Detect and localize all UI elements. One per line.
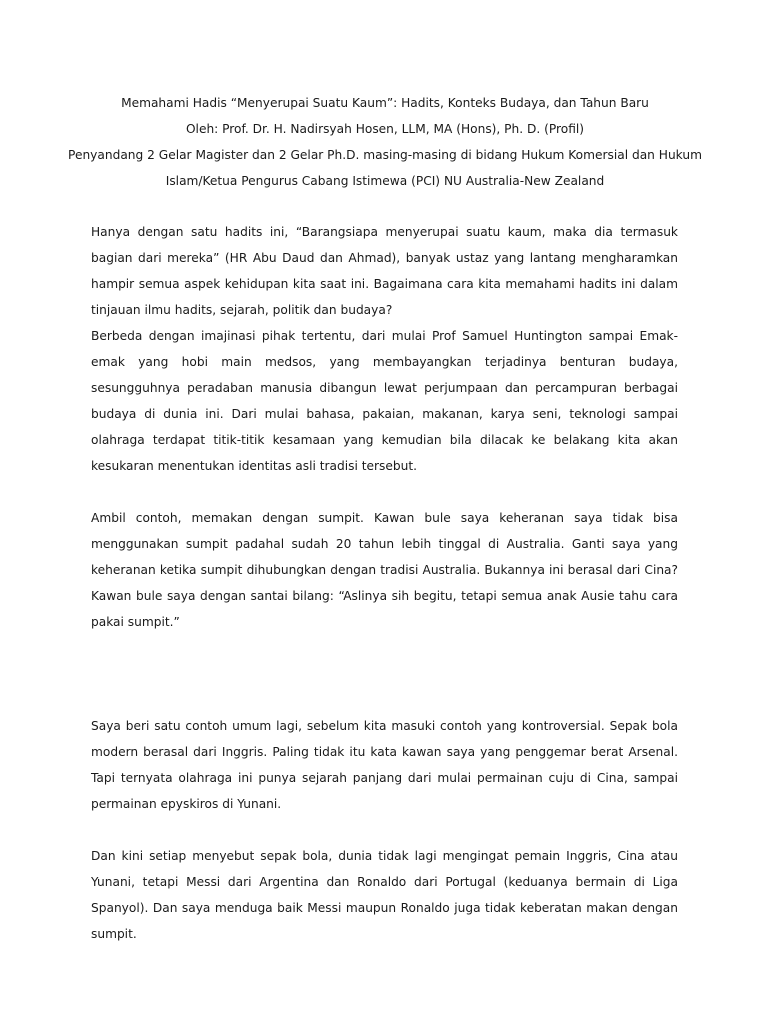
paragraph-football-origin: Saya beri satu contoh umum lagi, sebelum kita masuki contoh yang kontroversial. Sepak bola modern berasal dari Inggris. Paling tidak itu kata kawan saya yang penggemar berat Arsenal. Tapi ternyata olahraga ini punya sejarah panjang dari mulai permainan cuju di Cina, sampai permainan epyskiros di Yunani. — [91, 719, 678, 811]
paragraph-spacer — [91, 635, 678, 713]
paragraph-football-today: Dan kini setiap menyebut sepak bola, dunia tidak lagi mengingat pemain Inggris, Cina atau Yunani, tetapi Messi dari Argentina dan Ronaldo dari Portugal (keduanya bermain di Liga Spanyol). Dan saya menduga baik Messi maupun Ronaldo juga tidak keberatan makan dengan sumpit. — [91, 849, 678, 941]
affiliation-line: Islam/Ketua Pengurus Cabang Istimewa (PCI) NU Australia-New Zealand — [165, 174, 605, 188]
paragraph-spacer — [91, 479, 678, 505]
affiliation-line: Penyandang 2 Gelar Magister dan 2 Gelar Ph.D. masing-masing di bidang Hukum Komersial dan Hukum — [68, 148, 702, 162]
paragraph-spacer — [91, 817, 678, 843]
author-line: Oleh: Prof. Dr. H. Nadirsyah Hosen, LLM, MA (Hons), Ph. D. (Profil) — [185, 122, 585, 136]
document-header — [60, 90, 710, 194]
paragraph-chopsticks: Ambil contoh, memakan dengan sumpit. Kawan bule saya keheranan saya tidak bisa menggunakan sumpit padahal sudah 20 tahun lebih tinggal di Australia. Ganti saya yang keheranan ketika sumpit dihubungkan dengan tradisi Australia. Bukannya ini berasal dari Cina? Kawan bule saya dengan santai bilang: “Aslinya sih begitu, tetapi semua anak Ausie tahu cara pakai sumpit.” — [91, 511, 678, 629]
paragraph-cultural-exchange: Berbeda dengan imajinasi pihak tertentu, dari mulai Prof Samuel Huntington sampai Emak-emak yang hobi main medsos, yang membayangkan terjadinya benturan budaya, sesungguhnya peradaban manusia dibangun lewat perjumpaan dan percampuran berbagai budaya di dunia ini. Dari mulai bahasa, pakaian, makanan, karya seni, teknologi sampai olahraga terdapat titik-titik kesamaan yang kemudian bila dilacak ke belakang kita akan kesukaran menentukan identitas asli tradisi tersebut. — [91, 329, 678, 473]
document-title: Memahami Hadis “Menyerupai Suatu Kaum”: Hadits, Konteks Budaya, dan Tahun Baru — [121, 96, 649, 110]
document-body — [91, 219, 678, 947]
paragraph-intro: Hanya dengan satu hadits ini, “Barangsiapa menyerupai suatu kaum, maka dia termasuk bagian dari mereka” (HR Abu Daud dan Ahmad), banyak ustaz yang lantang mengharamkan hampir semua aspek kehidupan kita saat ini. Bagaimana cara kita memahami hadits ini dalam tinjauan ilmu hadits, sejarah, politik dan budaya? — [91, 225, 678, 317]
